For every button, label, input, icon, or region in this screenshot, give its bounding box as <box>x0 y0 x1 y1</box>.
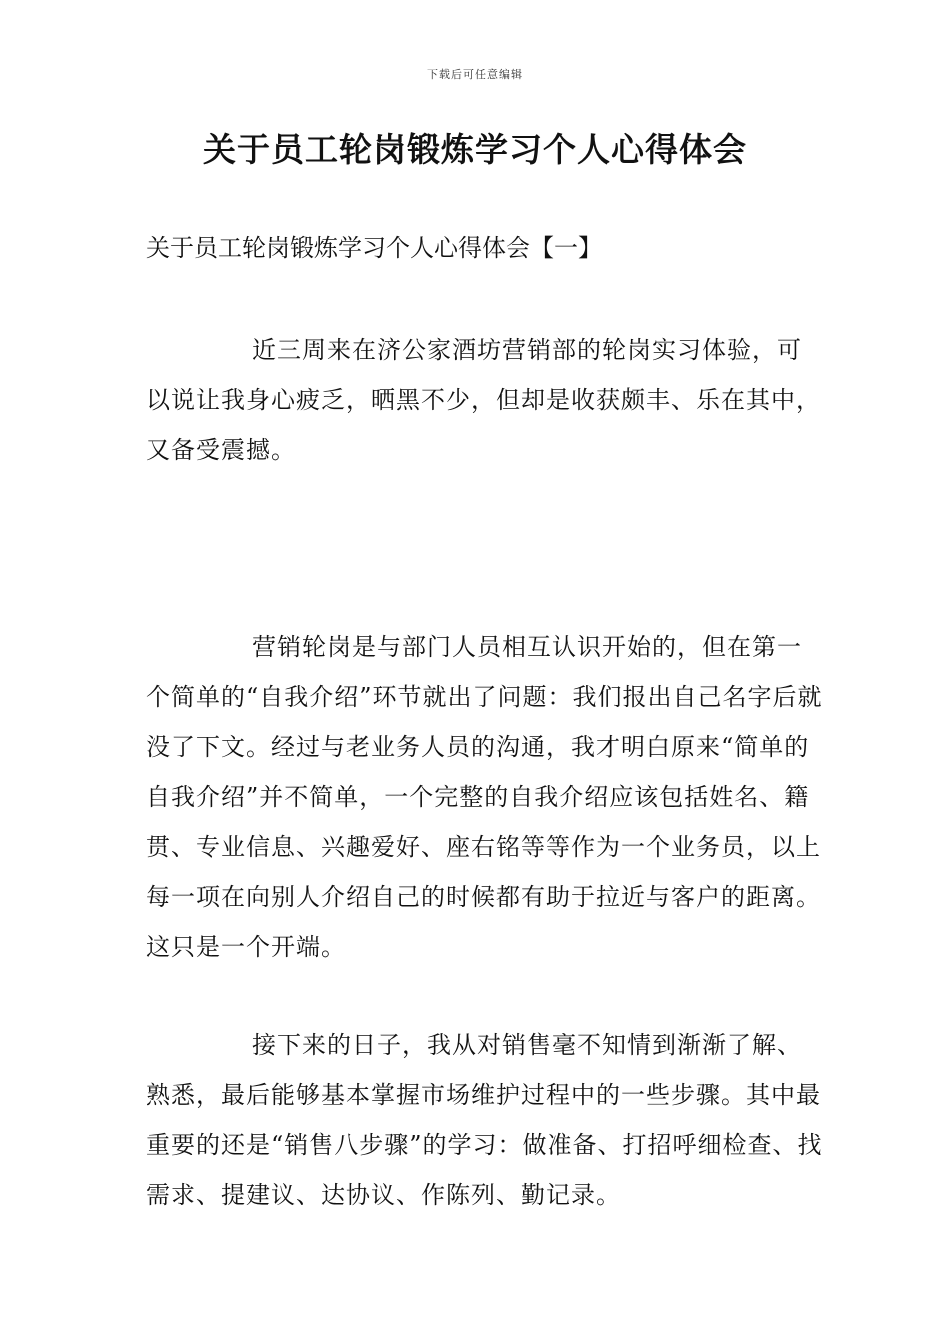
header-note: 下载后可任意编辑 <box>427 68 523 81</box>
document-title: 关于员工轮岗锻炼学习个人心得体会 <box>203 130 747 169</box>
paragraph-1: 近三周来在济公家酒坊营销部的轮岗实习体验，可以说让我身心疲乏，晒黑不少，但却是收获颇丰、乐在其中，又备受震撼。 <box>146 336 821 464</box>
paragraph-3: 接下来的日子，我从对销售毫不知情到渐渐了解、熟悉，最后能够基本掌握市场维护过程中的一些步骤。其中最重要的还是“销售八步骤”的学习：做准备、打招呼细检查、找需求、提建议、达协议、作陈列、勤记录。 <box>146 1031 823 1209</box>
section-heading: 关于员工轮岗锻炼学习个人心得体会【一】 <box>146 234 602 262</box>
paragraph-2: 营销轮岗是与部门人员相互认识开始的，但在第一个简单的“自我介绍”环节就出了问题：我们报出自己名字后就没了下文。经过与老业务人员的沟通，我才明白原来“简单的自我介绍”并不简单，一个完整的自我介绍应该包括姓名、籍贯、专业信息、兴趣爱好、座右铭等等作为一个业务员，以上每一项在向别人介绍自己的时候都有助于拉近与客户的距离。这只是一个开端。 <box>146 633 823 961</box>
